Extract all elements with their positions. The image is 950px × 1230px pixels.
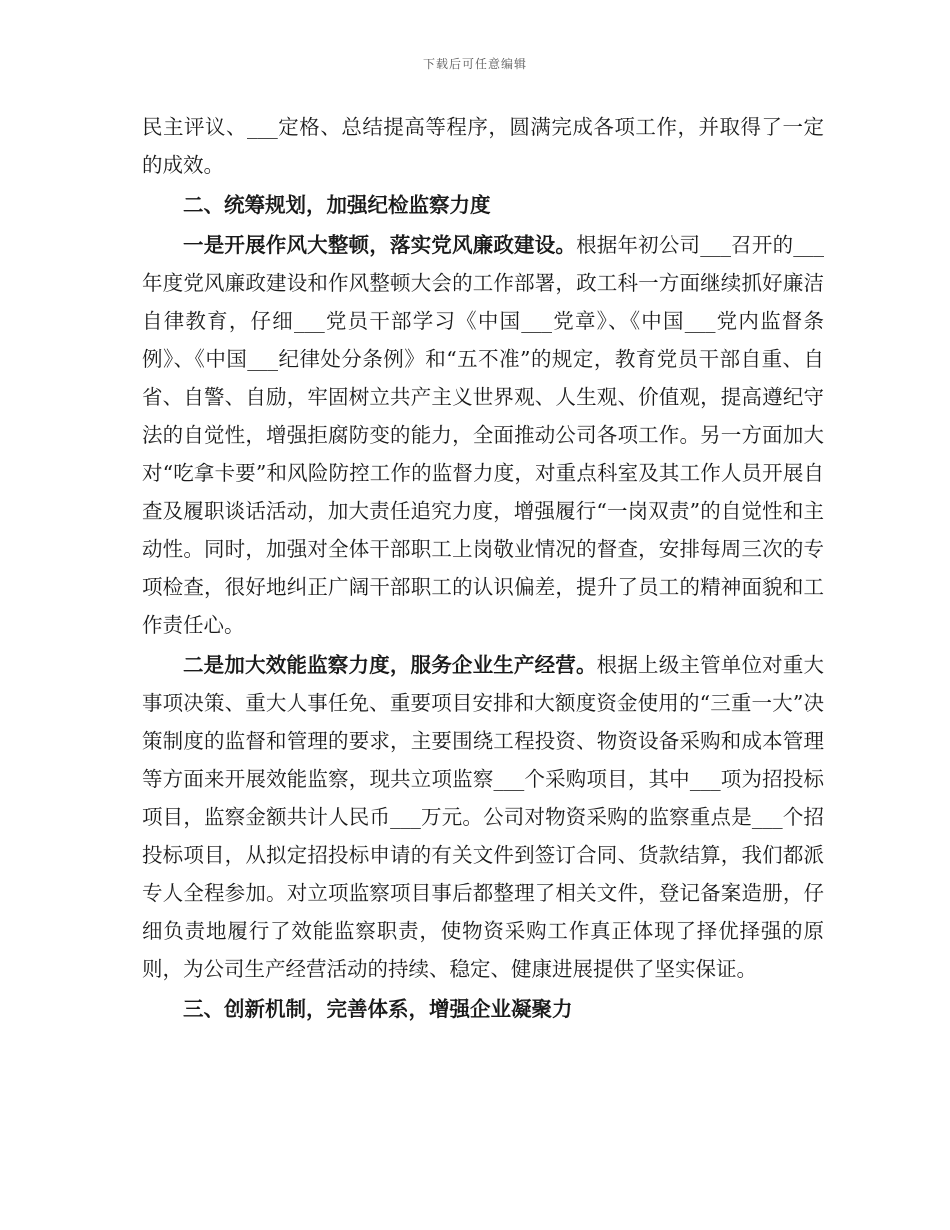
paragraph-body-2: 根据上级主管单位对重大事项决策、重大人事任免、重要项目安排和大额度资金使用的“三重一大”决策制度的监督和管理的要求，主要围绕工程投资、物资设备采购和成本管理等方面来开展效能监察，现共立项监察___个采购项目，其中___项为招投标项目，监察金额共计人民币___万元。公司对物资采购的监察重点是___个招投标项目，从拟定招投标申请的有关文件到签订合同、货款结算，我们都派专人全程参加。对立项监察项目事后都整理了相关文件，登记备案造册，仔细负责地履行了效能监察职责，使物资采购工作真正体现了择优择强的原则，为公司生产经营活动的持续、稳定、健康进展提供了坚实保证。 <box>142 653 825 981</box>
paragraph-lead-1: 一是开展作风大整顿，落实党风廉政建设。 <box>183 233 577 257</box>
paragraph-efficiency-supervision <box>142 646 824 988</box>
section-heading-3: 三、创新机制，完善体系，增强企业凝聚力 <box>183 997 573 1021</box>
page-header: 下载后可任意编辑 <box>422 57 527 71</box>
document-body <box>142 108 824 1030</box>
paragraph-integrity-building <box>142 226 824 644</box>
paragraph-body-1: 根据年初公司___召开的___年度党风廉政建设和作风整顿大会的工作部署，政工科一方面继续抓好廉洁自律教育，仔细___党员干部学习《中国___党章》、《中国___党内监督条例》、《中国___纪律处分条例》和“五不准”的规定，教育党员干部自重、自省、自警、自励，牢固树立共产主义世界观、人生观、价值观，提高遵纪守法的自觉性，增强拒腐防变的能力，全面推动公司各项工作。另一方面加大对“吃拿卡要”和风险防控工作的监督力度，对重点科室及其工作人员开展自查及履职谈话活动，加大责任追究力度，增强履行“一岗双责”的自觉性和主动性。同时，加强对全体干部职工上岗敬业情况的督查，安排每周三次的专项检查，很好地纠正广阔干部职工的认识偏差，提升了员工的精神面貌和工作责任心。 <box>142 233 825 637</box>
section-heading-2: 二、统筹规划，加强纪检监察力度 <box>183 193 491 217</box>
paragraph-continuation: 民主评议、___定格、总结提高等程序，圆满完成各项工作，并取得了一定的成效。 <box>142 115 824 177</box>
paragraph-lead-2: 二是加大效能监察力度，服务企业生产经营。 <box>183 653 597 677</box>
